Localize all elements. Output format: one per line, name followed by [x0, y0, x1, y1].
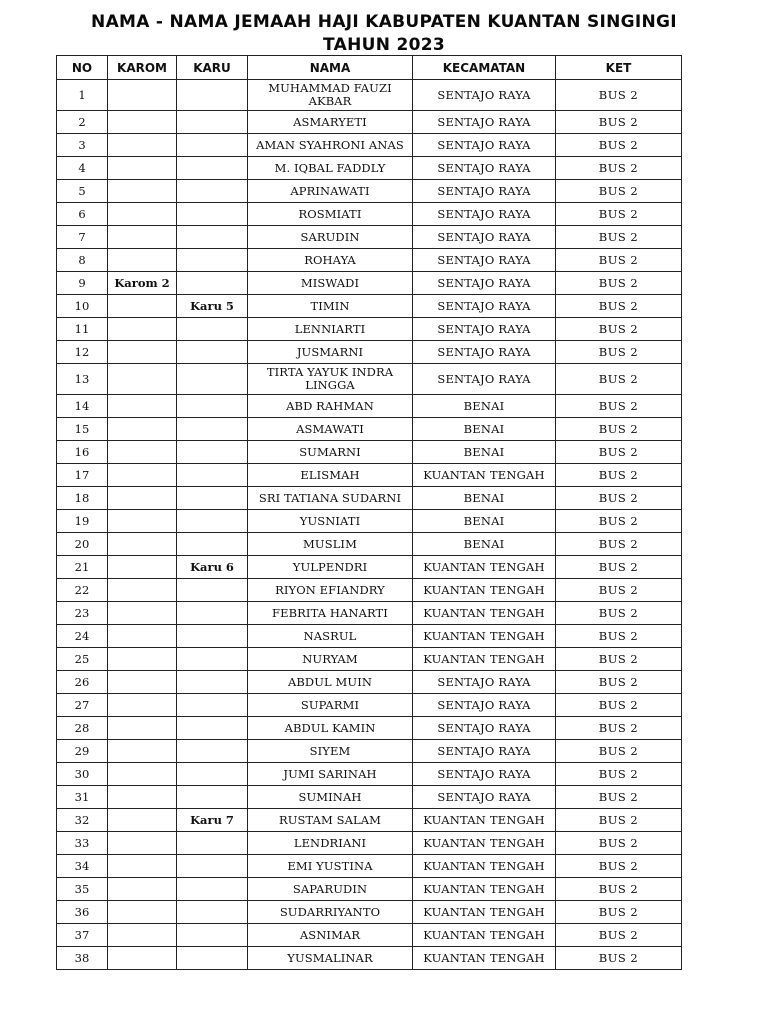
row-number: 27	[57, 694, 108, 717]
karom-cell	[108, 556, 177, 579]
row-number: 2	[57, 111, 108, 134]
karu-cell	[177, 341, 248, 364]
table-row	[57, 395, 682, 418]
karom-cell	[108, 464, 177, 487]
table-row	[57, 441, 682, 464]
karu-cell	[177, 786, 248, 809]
district-cell: KUANTAN TENGAH	[413, 579, 556, 602]
bus-cell: BUS 2	[556, 395, 682, 418]
bus-cell: BUS 2	[556, 556, 682, 579]
bus-cell: BUS 2	[556, 487, 682, 510]
district-cell: KUANTAN TENGAH	[413, 901, 556, 924]
pilgrim-name: AMAN SYAHRONI ANAS	[248, 134, 413, 157]
karom-cell	[108, 80, 177, 111]
row-number: 19	[57, 510, 108, 533]
district-cell: BENAI	[413, 487, 556, 510]
table-row	[57, 295, 682, 318]
row-number: 34	[57, 855, 108, 878]
bus-cell: BUS 2	[556, 717, 682, 740]
karom-cell	[108, 510, 177, 533]
district-cell: SENTAJO RAYA	[413, 763, 556, 786]
pilgrim-name: SIYEM	[248, 740, 413, 763]
karom-cell	[108, 855, 177, 878]
table-row	[57, 924, 682, 947]
district-cell: SENTAJO RAYA	[413, 134, 556, 157]
row-number: 24	[57, 625, 108, 648]
row-number: 10	[57, 295, 108, 318]
table-row	[57, 579, 682, 602]
row-number: 6	[57, 203, 108, 226]
table-row	[57, 740, 682, 763]
bus-cell: BUS 2	[556, 464, 682, 487]
pilgrim-name: YUSNIATI	[248, 510, 413, 533]
table-row	[57, 464, 682, 487]
table-row	[57, 533, 682, 556]
bus-cell: BUS 2	[556, 295, 682, 318]
row-number: 28	[57, 717, 108, 740]
district-cell: SENTAJO RAYA	[413, 740, 556, 763]
bus-cell: BUS 2	[556, 901, 682, 924]
pilgrim-name: SARUDIN	[248, 226, 413, 249]
karom-cell	[108, 111, 177, 134]
district-cell: SENTAJO RAYA	[413, 203, 556, 226]
pilgrim-name: SUMARNI	[248, 441, 413, 464]
row-number: 13	[57, 364, 108, 395]
district-cell: SENTAJO RAYA	[413, 318, 556, 341]
district-cell: KUANTAN TENGAH	[413, 924, 556, 947]
bus-cell: BUS 2	[556, 832, 682, 855]
district-cell: SENTAJO RAYA	[413, 111, 556, 134]
table-row	[57, 947, 682, 970]
row-number: 5	[57, 180, 108, 203]
table-row	[57, 671, 682, 694]
row-number: 18	[57, 487, 108, 510]
karu-cell	[177, 763, 248, 786]
table-row	[57, 111, 682, 134]
karu-cell	[177, 272, 248, 295]
table-row	[57, 272, 682, 295]
karom-cell	[108, 832, 177, 855]
district-cell: SENTAJO RAYA	[413, 180, 556, 203]
table-row	[57, 809, 682, 832]
karom-cell	[108, 318, 177, 341]
table-row	[57, 134, 682, 157]
table-row	[57, 364, 682, 395]
bus-cell: BUS 2	[556, 157, 682, 180]
row-number: 26	[57, 671, 108, 694]
district-cell: SENTAJO RAYA	[413, 717, 556, 740]
karom-cell	[108, 395, 177, 418]
karom-cell	[108, 180, 177, 203]
karom-cell	[108, 364, 177, 395]
district-cell: BENAI	[413, 510, 556, 533]
bus-cell: BUS 2	[556, 740, 682, 763]
district-cell: SENTAJO RAYA	[413, 364, 556, 395]
row-number: 9	[57, 272, 108, 295]
row-number: 8	[57, 249, 108, 272]
row-number: 12	[57, 341, 108, 364]
karom-cell	[108, 947, 177, 970]
pilgrim-name: TIRTA YAYUK INDRA LINGGA	[248, 364, 413, 395]
pilgrim-name: ROHAYA	[248, 249, 413, 272]
district-cell: SENTAJO RAYA	[413, 157, 556, 180]
bus-cell: BUS 2	[556, 648, 682, 671]
table-header-row	[57, 56, 682, 80]
district-cell: KUANTAN TENGAH	[413, 809, 556, 832]
karu-cell	[177, 226, 248, 249]
karom-cell	[108, 901, 177, 924]
bus-cell: BUS 2	[556, 510, 682, 533]
pilgrim-roster-table	[56, 55, 682, 970]
karu-cell	[177, 602, 248, 625]
karu-cell	[177, 441, 248, 464]
district-cell: SENTAJO RAYA	[413, 786, 556, 809]
karom-cell	[108, 203, 177, 226]
karu-cell	[177, 878, 248, 901]
pilgrim-name: ROSMIATI	[248, 203, 413, 226]
pilgrim-name: EMI YUSTINA	[248, 855, 413, 878]
karom-cell	[108, 249, 177, 272]
bus-cell: BUS 2	[556, 809, 682, 832]
karu-cell	[177, 740, 248, 763]
bus-cell: BUS 2	[556, 533, 682, 556]
district-cell: KUANTAN TENGAH	[413, 878, 556, 901]
karu-cell: Karu 5	[177, 295, 248, 318]
bus-cell: BUS 2	[556, 341, 682, 364]
table-row	[57, 878, 682, 901]
table-row	[57, 602, 682, 625]
bus-cell: BUS 2	[556, 441, 682, 464]
pilgrim-name: RIYON EFIANDRY	[248, 579, 413, 602]
table-row	[57, 418, 682, 441]
header-ket: KET	[556, 56, 682, 80]
pilgrim-name: SAPARUDIN	[248, 878, 413, 901]
table-row	[57, 786, 682, 809]
pilgrim-name: RUSTAM SALAM	[248, 809, 413, 832]
district-cell: KUANTAN TENGAH	[413, 947, 556, 970]
bus-cell: BUS 2	[556, 272, 682, 295]
row-number: 3	[57, 134, 108, 157]
district-cell: BENAI	[413, 533, 556, 556]
table-body	[57, 80, 682, 970]
karu-cell	[177, 464, 248, 487]
district-cell: KUANTAN TENGAH	[413, 556, 556, 579]
row-number: 25	[57, 648, 108, 671]
karu-cell	[177, 671, 248, 694]
table-row	[57, 625, 682, 648]
table-row	[57, 832, 682, 855]
table-row	[57, 80, 682, 111]
row-number: 37	[57, 924, 108, 947]
karu-cell	[177, 318, 248, 341]
karom-cell	[108, 809, 177, 832]
row-number: 4	[57, 157, 108, 180]
karu-cell	[177, 855, 248, 878]
row-number: 35	[57, 878, 108, 901]
table-row	[57, 510, 682, 533]
district-cell: BENAI	[413, 395, 556, 418]
pilgrim-name: MISWADI	[248, 272, 413, 295]
row-number: 21	[57, 556, 108, 579]
table-row	[57, 648, 682, 671]
header-kecamatan: KECAMATAN	[413, 56, 556, 80]
pilgrim-name: NURYAM	[248, 648, 413, 671]
karom-cell	[108, 924, 177, 947]
karu-cell	[177, 947, 248, 970]
karom-cell	[108, 602, 177, 625]
karom-cell	[108, 134, 177, 157]
pilgrim-name: ASNIMAR	[248, 924, 413, 947]
karom-cell	[108, 878, 177, 901]
karu-cell	[177, 80, 248, 111]
karu-cell	[177, 157, 248, 180]
bus-cell: BUS 2	[556, 924, 682, 947]
table-row	[57, 203, 682, 226]
karu-cell	[177, 901, 248, 924]
karom-cell	[108, 418, 177, 441]
bus-cell: BUS 2	[556, 878, 682, 901]
bus-cell: BUS 2	[556, 786, 682, 809]
pilgrim-name: JUMI SARINAH	[248, 763, 413, 786]
karom-cell: Karom 2	[108, 272, 177, 295]
bus-cell: BUS 2	[556, 203, 682, 226]
karu-cell	[177, 694, 248, 717]
bus-cell: BUS 2	[556, 602, 682, 625]
row-number: 20	[57, 533, 108, 556]
pilgrim-name: M. IQBAL FADDLY	[248, 157, 413, 180]
karom-cell	[108, 740, 177, 763]
district-cell: BENAI	[413, 418, 556, 441]
karom-cell	[108, 671, 177, 694]
karom-cell	[108, 763, 177, 786]
karu-cell	[177, 832, 248, 855]
row-number: 1	[57, 80, 108, 111]
pilgrim-name: ABDUL MUIN	[248, 671, 413, 694]
karom-cell	[108, 579, 177, 602]
bus-cell: BUS 2	[556, 855, 682, 878]
karu-cell	[177, 249, 248, 272]
pilgrim-name: TIMIN	[248, 295, 413, 318]
pilgrim-name: SUDARRIYANTO	[248, 901, 413, 924]
row-number: 11	[57, 318, 108, 341]
karom-cell	[108, 533, 177, 556]
bus-cell: BUS 2	[556, 625, 682, 648]
row-number: 14	[57, 395, 108, 418]
karu-cell	[177, 203, 248, 226]
table-row	[57, 901, 682, 924]
karom-cell	[108, 648, 177, 671]
pilgrim-name: JUSMARNI	[248, 341, 413, 364]
row-number: 33	[57, 832, 108, 855]
table-row	[57, 226, 682, 249]
header-karom: KAROM	[108, 56, 177, 80]
header-nama: NAMA	[248, 56, 413, 80]
karom-cell	[108, 717, 177, 740]
pilgrim-name: ASMARYETI	[248, 111, 413, 134]
row-number: 15	[57, 418, 108, 441]
bus-cell: BUS 2	[556, 180, 682, 203]
district-cell: KUANTAN TENGAH	[413, 855, 556, 878]
karu-cell	[177, 648, 248, 671]
district-cell: KUANTAN TENGAH	[413, 602, 556, 625]
bus-cell: BUS 2	[556, 249, 682, 272]
bus-cell: BUS 2	[556, 111, 682, 134]
row-number: 38	[57, 947, 108, 970]
pilgrim-name: NASRUL	[248, 625, 413, 648]
row-number: 32	[57, 809, 108, 832]
row-number: 22	[57, 579, 108, 602]
pilgrim-name: MUSLIM	[248, 533, 413, 556]
bus-cell: BUS 2	[556, 364, 682, 395]
pilgrim-name: ELISMAH	[248, 464, 413, 487]
table-row	[57, 763, 682, 786]
district-cell: SENTAJO RAYA	[413, 249, 556, 272]
pilgrim-name: LENNIARTI	[248, 318, 413, 341]
pilgrim-name: LENDRIANI	[248, 832, 413, 855]
bus-cell: BUS 2	[556, 947, 682, 970]
pilgrim-name: YUSMALINAR	[248, 947, 413, 970]
row-number: 30	[57, 763, 108, 786]
table-row	[57, 318, 682, 341]
karom-cell	[108, 625, 177, 648]
header-no: NO	[57, 56, 108, 80]
karu-cell	[177, 364, 248, 395]
pilgrim-name: ASMAWATI	[248, 418, 413, 441]
district-cell: SENTAJO RAYA	[413, 671, 556, 694]
row-number: 17	[57, 464, 108, 487]
row-number: 31	[57, 786, 108, 809]
pilgrim-name: SUMINAH	[248, 786, 413, 809]
district-cell: SENTAJO RAYA	[413, 694, 556, 717]
karu-cell	[177, 510, 248, 533]
table-row	[57, 341, 682, 364]
karu-cell: Karu 7	[177, 809, 248, 832]
karom-cell	[108, 226, 177, 249]
karu-cell	[177, 395, 248, 418]
district-cell: SENTAJO RAYA	[413, 341, 556, 364]
karu-cell	[177, 180, 248, 203]
table-row	[57, 855, 682, 878]
district-cell: SENTAJO RAYA	[413, 80, 556, 111]
row-number: 29	[57, 740, 108, 763]
row-number: 7	[57, 226, 108, 249]
pilgrim-name: SUPARMI	[248, 694, 413, 717]
row-number: 36	[57, 901, 108, 924]
karom-cell	[108, 341, 177, 364]
karom-cell	[108, 487, 177, 510]
table-row	[57, 157, 682, 180]
karom-cell	[108, 786, 177, 809]
table-row	[57, 717, 682, 740]
karu-cell	[177, 134, 248, 157]
district-cell: SENTAJO RAYA	[413, 272, 556, 295]
pilgrim-name: MUHAMMAD FAUZI AKBAR	[248, 80, 413, 111]
table-row	[57, 556, 682, 579]
karu-cell	[177, 487, 248, 510]
karu-cell	[177, 579, 248, 602]
karu-cell	[177, 625, 248, 648]
karu-cell	[177, 418, 248, 441]
document-title: NAMA - NAMA JEMAAH HAJI KABUPATEN KUANTAN SINGINGI	[91, 12, 677, 32]
table-row	[57, 694, 682, 717]
bus-cell: BUS 2	[556, 318, 682, 341]
bus-cell: BUS 2	[556, 763, 682, 786]
karu-cell: Karu 6	[177, 556, 248, 579]
table-row	[57, 487, 682, 510]
karu-cell	[177, 924, 248, 947]
karom-cell	[108, 295, 177, 318]
pilgrim-name: YULPENDRI	[248, 556, 413, 579]
bus-cell: BUS 2	[556, 80, 682, 111]
karom-cell	[108, 694, 177, 717]
karu-cell	[177, 111, 248, 134]
bus-cell: BUS 2	[556, 579, 682, 602]
row-number: 23	[57, 602, 108, 625]
bus-cell: BUS 2	[556, 694, 682, 717]
district-cell: SENTAJO RAYA	[413, 226, 556, 249]
bus-cell: BUS 2	[556, 226, 682, 249]
karom-cell	[108, 157, 177, 180]
bus-cell: BUS 2	[556, 418, 682, 441]
district-cell: KUANTAN TENGAH	[413, 648, 556, 671]
pilgrim-name: FEBRITA HANARTI	[248, 602, 413, 625]
bus-cell: BUS 2	[556, 671, 682, 694]
district-cell: KUANTAN TENGAH	[413, 625, 556, 648]
district-cell: KUANTAN TENGAH	[413, 832, 556, 855]
pilgrim-name: ABD RAHMAN	[248, 395, 413, 418]
district-cell: KUANTAN TENGAH	[413, 464, 556, 487]
pilgrim-name: ABDUL KAMIN	[248, 717, 413, 740]
table-row	[57, 180, 682, 203]
table-row	[57, 249, 682, 272]
pilgrim-name: APRINAWATI	[248, 180, 413, 203]
bus-cell: BUS 2	[556, 134, 682, 157]
district-cell: SENTAJO RAYA	[413, 295, 556, 318]
header-karu: KARU	[177, 56, 248, 80]
karu-cell	[177, 533, 248, 556]
document-year: TAHUN 2023	[323, 35, 445, 55]
pilgrim-name: SRI TATIANA SUDARNI	[248, 487, 413, 510]
district-cell: BENAI	[413, 441, 556, 464]
karom-cell	[108, 441, 177, 464]
karu-cell	[177, 717, 248, 740]
row-number: 16	[57, 441, 108, 464]
